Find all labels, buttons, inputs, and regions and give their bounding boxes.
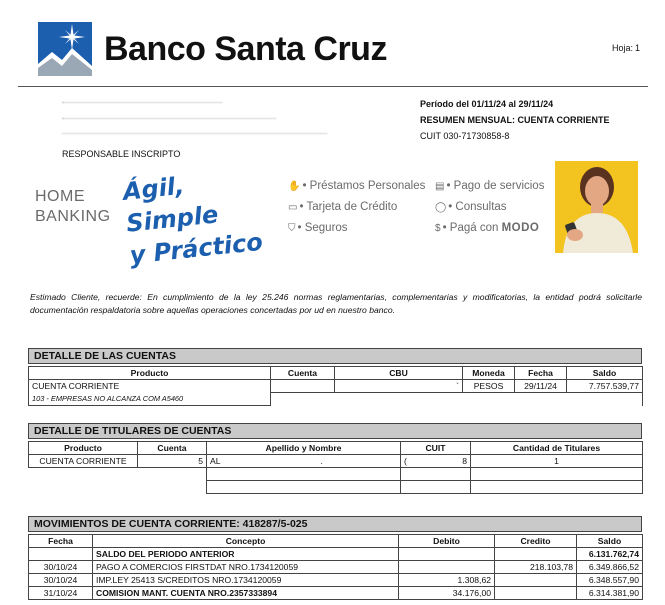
col-saldo: Saldo [567, 367, 643, 380]
service-tarjeta [288, 201, 397, 213]
cell-saldo: 6.314.381,90 [577, 587, 643, 600]
bank-logo-icon [38, 22, 92, 76]
credit-card-icon: ▭ [288, 202, 298, 213]
cell-concepto: PAGO A COMERCIOS FIRSTDAT NRO.1734120059 [93, 561, 399, 574]
redacted-line [62, 102, 222, 106]
cell-debito: 34.176,00 [399, 587, 495, 600]
empty-cell [29, 468, 138, 481]
col-fecha: Fecha [515, 367, 567, 380]
cell-saldo: 6.349.866,52 [577, 561, 643, 574]
col-fecha: Fecha [29, 535, 93, 548]
col-debito: Debito [399, 535, 495, 548]
empty-cell [463, 393, 515, 406]
col-moneda: Moneda [463, 367, 515, 380]
table-header-row [29, 367, 643, 380]
section-title-titulares: DETALLE DE TITULARES DE CUENTAS [28, 423, 642, 439]
slogan-line1: Ágil, Simple [121, 171, 220, 238]
service-tarjeta-label: • Tarjeta de Crédito [299, 201, 398, 213]
statement-type: RESUMEN MENSUAL: CUENTA CORRIENTE [420, 115, 610, 125]
modo-brand: MODO [501, 222, 540, 234]
table-row [29, 455, 643, 468]
col-producto: Producto [29, 367, 271, 380]
service-pago-label: • Pago de servicios [446, 180, 545, 192]
col-cbu: CBU [335, 367, 463, 380]
table-row-empty [29, 481, 643, 494]
cell-debito [399, 561, 495, 574]
cell-cuenta: 5 [138, 455, 207, 468]
cell-cbu: ` [335, 380, 463, 393]
empty-cell [271, 393, 335, 406]
empty-cell [471, 468, 643, 481]
tax-status: RESPONSABLE INSCRIPTO [62, 149, 181, 159]
service-seguros-label: • Seguros [297, 222, 348, 234]
chat-bubble-icon: ◯ [435, 202, 447, 213]
empty-cell [207, 468, 401, 481]
empty-cell [515, 393, 567, 406]
banner-slogan [121, 160, 280, 271]
empty-cell [401, 481, 471, 494]
col-cantidad: Cantidad de Titulares [471, 442, 643, 455]
col-apellido: Apellido y Nombre [207, 442, 401, 455]
service-modo [435, 222, 539, 234]
cell-account-detail: 103 - EMPRESAS NO ALCANZA COM A5460 [29, 393, 271, 406]
empty-cell [138, 481, 207, 494]
cell-producto: CUENTA CORRIENTE [29, 455, 138, 468]
service-prestamos [288, 180, 425, 192]
redacted-line [62, 133, 327, 137]
shield-check-icon: ⛉ [288, 223, 296, 234]
section-title-cuentas: DETALLE DE LAS CUENTAS [28, 348, 642, 364]
page-number-label: Hoja: [612, 43, 634, 53]
table-row [29, 587, 643, 600]
cell-saldo: 6.348.557,90 [577, 574, 643, 587]
service-pago-servicios [435, 180, 544, 192]
table-row-empty [29, 468, 643, 481]
empty-cell [207, 481, 401, 494]
cell-fecha: 29/11/24 [515, 380, 567, 393]
table-header-row [29, 535, 643, 548]
service-modo-label: • Pagá con [442, 222, 499, 234]
col-cuenta: Cuenta [138, 442, 207, 455]
header-divider [18, 86, 648, 87]
table-header-row [29, 442, 643, 455]
cell-saldo: 7.757.539,77 [567, 380, 643, 393]
bank-cuit: CUIT 030-71730858-8 [420, 131, 510, 141]
col-cuit: CUIT [401, 442, 471, 455]
empty-cell [567, 393, 643, 406]
cell-cantidad: 1 [471, 455, 643, 468]
cell-credito [495, 574, 577, 587]
service-prestamos-label: • Préstamos Personales [302, 180, 426, 192]
statement-period: Período del 01/11/24 al 29/11/24 [420, 99, 554, 109]
service-consultas-label: • Consultas [448, 201, 507, 213]
home-label-line2: BANKING [35, 208, 111, 225]
cell-concepto: COMISION MANT. CUENTA NRO.2357333894 [93, 587, 399, 600]
service-consultas [435, 201, 507, 213]
col-producto: Producto [29, 442, 138, 455]
empty-cell [401, 468, 471, 481]
cell-saldo: 6.131.762,74 [577, 548, 643, 561]
hand-coin-icon: ✋ [288, 181, 301, 192]
table-row [29, 561, 643, 574]
col-concepto: Concepto [93, 535, 399, 548]
cell-debito: 1.308,62 [399, 574, 495, 587]
cell-moneda: PESOS [463, 380, 515, 393]
legal-notice: Estimado Cliente, recuerde: En cumplimiento de la ley 25.246 normas reglamentarias, complementarias y modificatorias, la entidad podrá solicitarle documentación respaldatoria sobre aquellas operaciones concertadas por ud en nuestro banco. [30, 292, 642, 315]
cell-credito [495, 548, 577, 561]
col-cuenta: Cuenta [271, 367, 335, 380]
cell-cuit-tail: 8 [462, 456, 467, 466]
banner-photo-woman-with-phone [555, 161, 638, 253]
redacted-line [62, 118, 276, 122]
table-row [29, 574, 643, 587]
table-row-detail [29, 393, 643, 406]
empty-cell [29, 481, 138, 494]
person-icon [555, 161, 638, 253]
cell-fecha: 31/10/24 [29, 587, 93, 600]
slogan-line2: y Práctico [128, 227, 265, 270]
cell-apellido [207, 455, 401, 468]
cell-cuenta [271, 380, 335, 393]
cell-credito: 218.103,78 [495, 561, 577, 574]
cell-apellido-head: AL [210, 456, 221, 466]
cell-fecha [29, 548, 93, 561]
accounts-table [28, 366, 643, 406]
cell-debito [399, 548, 495, 561]
table-row [29, 380, 643, 393]
cell-cuit-head: ( [404, 456, 407, 466]
money-transfer-icon: $ [435, 223, 441, 234]
cell-concepto: IMP.LEY 25413 S/CREDITOS NRO.1734120059 [93, 574, 399, 587]
cell-concepto: SALDO DEL PERIODO ANTERIOR [93, 548, 399, 561]
col-saldo: Saldo [577, 535, 643, 548]
table-row [29, 548, 643, 561]
cell-fecha: 30/10/24 [29, 574, 93, 587]
page-number [610, 43, 640, 53]
home-label-line1: HOME [35, 188, 85, 205]
cell-credito [495, 587, 577, 600]
home-banking-label [35, 187, 111, 227]
page-number-value: 1 [635, 43, 641, 53]
section-title-movimientos: MOVIMIENTOS DE CUENTA CORRIENTE: 418287/5-025 [28, 516, 642, 532]
movements-table [28, 534, 643, 600]
empty-cell [138, 468, 207, 481]
col-credito: Credito [495, 535, 577, 548]
empty-cell [335, 393, 463, 406]
service-seguros [288, 222, 348, 234]
cell-producto: CUENTA CORRIENTE [29, 380, 271, 393]
cell-fecha: 30/10/24 [29, 561, 93, 574]
bank-name: Banco Santa Cruz [104, 30, 387, 68]
empty-cell [471, 481, 643, 494]
bank-logo [38, 22, 92, 76]
cell-apellido-tail: . [320, 456, 323, 466]
bill-icon: ▤ [435, 181, 445, 192]
holders-table [28, 441, 643, 494]
cell-cuit [401, 455, 471, 468]
